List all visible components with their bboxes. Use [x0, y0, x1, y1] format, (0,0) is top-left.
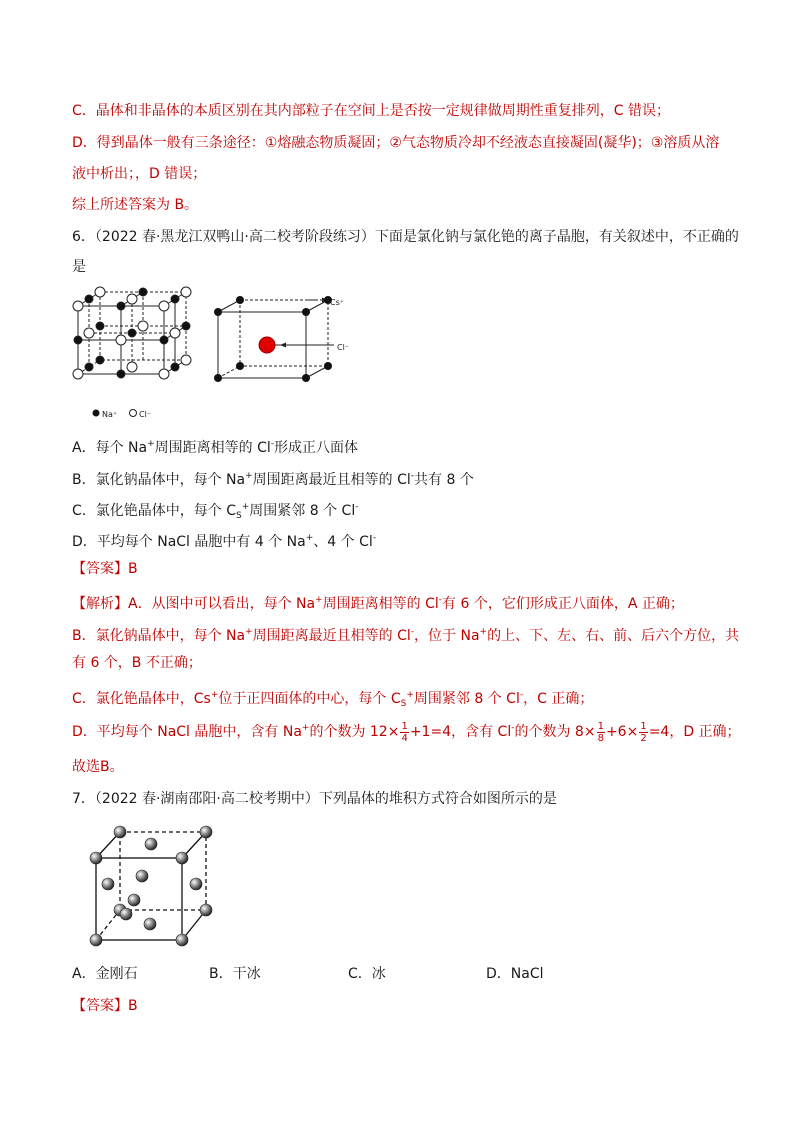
superscript-minus: -	[410, 627, 415, 637]
q6-option-d	[72, 528, 376, 552]
fraction-one-half	[639, 721, 647, 744]
answer-label: 【答案】	[72, 998, 128, 1014]
fraction-numerator: 1	[597, 720, 604, 732]
analysis-d-text5: +6×	[605, 724, 639, 740]
answer-value: B	[128, 998, 138, 1014]
prev-summary: 综上所述答案为 B。	[72, 197, 199, 213]
q7-option-b: B．干冰	[209, 966, 261, 982]
fraction-denominator: 2	[640, 732, 647, 744]
analysis-c-text2: 位于正四面体的中心，每个 C	[218, 691, 401, 707]
analysis-a-text1: A．从图中可以看出，每个 Na	[128, 596, 316, 612]
analysis-c-text1: C．氯化铯晶体中，Cs	[72, 691, 211, 707]
q6-option-c-text1: C．氯化铯晶体中，每个 C	[72, 503, 237, 519]
q6-option-a-text2: 周围距离相等的 Cl	[154, 440, 271, 456]
q6-option-c-text2: 周围紧邻 8 个 Cl	[249, 503, 356, 519]
analysis-a-text2: 周围距离相等的 Cl	[322, 596, 439, 612]
q6-option-c	[72, 497, 358, 526]
nacl-unit-cell-figure	[68, 286, 198, 396]
superscript-minus: -	[355, 502, 359, 512]
legend-na-label: Na⁺	[102, 410, 118, 419]
analysis-c-text4: ，C 正确；	[523, 691, 594, 707]
q6-conclusion: 故选B。	[72, 759, 124, 775]
q6-stem-line2: 是	[72, 259, 86, 275]
legend-cl-label: Cl⁻	[139, 410, 152, 419]
answer-label: 【答案】	[72, 561, 128, 577]
q7-option-a: A．金刚石	[72, 966, 138, 982]
superscript-plus: +	[315, 595, 323, 605]
fraction-one-quarter	[400, 721, 408, 744]
q6-analysis-d	[72, 718, 741, 744]
fraction-numerator: 1	[401, 720, 408, 732]
q6-option-a-text1: A．每个 Na	[72, 440, 148, 456]
q6-option-d-text1: D．平均每个 NaCl 晶胞中有 4 个 Na	[72, 534, 306, 550]
q6-option-b-text3: 共有 8 个	[414, 472, 474, 488]
superscript-plus: +	[245, 471, 253, 481]
superscript-plus: +	[241, 502, 250, 512]
q7-option-d: D．NaCl	[486, 966, 544, 982]
superscript-minus: -	[270, 439, 275, 449]
nacl-legend-na-marker	[91, 408, 101, 418]
superscript-plus: +	[147, 439, 155, 449]
q6-analysis-b-line1	[72, 622, 739, 646]
analysis-d-text2: 的个数为 12×	[309, 724, 400, 740]
q6-option-b	[72, 466, 474, 490]
q6-option-b-text1: B．氯化钠晶体中，每个 Na	[72, 472, 246, 488]
q7-option-c: C．冰	[348, 966, 386, 982]
superscript-minus: -	[372, 533, 376, 543]
q6-option-a	[72, 434, 358, 458]
analysis-d-text6: =4，D 正确；	[648, 724, 741, 740]
fraction-numerator: 1	[640, 720, 647, 732]
analysis-b-text3: ，位于 Na	[414, 628, 480, 644]
prev-option-c: C．晶体和非晶体的本质区别在其内部粒子在空间上是否按一定规律做周期性重复排列，C 错误；	[72, 103, 670, 119]
superscript-plus: +	[305, 533, 314, 543]
q7-answer	[72, 996, 138, 1016]
fraction-denominator: 8	[597, 732, 604, 744]
superscript-minus: -	[519, 690, 524, 700]
analysis-c-text3: 周围紧邻 8 个 Cl	[413, 691, 520, 707]
analysis-b-text2: 周围距离最近且相等的 Cl	[252, 628, 411, 644]
analysis-a-text3: 有 6 个，它们形成正八面体，A 正确；	[442, 596, 684, 612]
q6-answer	[72, 559, 138, 579]
fraction-denominator: 4	[401, 732, 408, 744]
superscript-plus: +	[210, 690, 219, 700]
cscl-label-cl: Cl⁻	[337, 343, 350, 352]
q6-stem-line1: 6．（2022 春·黑龙江双鸭山·高二校考阶段练习）下面是氯化钠与氯化铯的离子晶胞，有关叙述中，不正确的	[72, 229, 739, 245]
q6-option-a-text3: 形成正八面体	[274, 440, 359, 456]
analysis-d-text4: 的个数为 8×	[514, 724, 596, 740]
q6-analysis-a	[72, 590, 684, 614]
subscript-s: S	[400, 699, 407, 709]
superscript-minus: -	[410, 471, 415, 481]
superscript-plus: +	[301, 723, 310, 733]
answer-value: B	[128, 561, 138, 577]
analysis-d-text3: +1=4，含有 Cl	[409, 724, 512, 740]
q6-option-d-text2: 、4 个 Cl	[313, 534, 373, 550]
superscript-plus: +	[245, 627, 253, 637]
analysis-label: 【解析】	[72, 596, 128, 612]
analysis-b-text4: 的上、下、左、右、前、后六个方位，共	[487, 628, 740, 644]
q6-analysis-b-line2: 有 6 个，B 不正确；	[72, 655, 202, 671]
superscript-minus: -	[438, 595, 443, 605]
nacl-legend-cl-marker	[128, 408, 138, 418]
cscl-label-cs: Cs⁺	[330, 298, 344, 307]
prev-option-d-line2: 液中析出；，D 错误；	[72, 166, 207, 182]
superscript-minus: -	[511, 723, 515, 733]
superscript-plus: +	[406, 690, 414, 700]
q7-stem: 7．（2022 春·湖南邵阳·高二校考期中）下列晶体的堆积方式符合如图所示的是	[72, 791, 557, 807]
analysis-b-text1: B．氯化钠晶体中，每个 Na	[72, 628, 246, 644]
superscript-plus: +	[479, 627, 488, 637]
fcc-unit-cell-figure	[86, 820, 222, 950]
prev-option-d-line1: D．得到晶体一般有三条途径：①熔融态物质凝固；②气态物质冷却不经液态直接凝固(凝华)；③溶质从溶	[72, 135, 720, 151]
q6-analysis-c	[72, 685, 593, 714]
q6-option-b-text2: 周围距离最近且相等的 Cl	[252, 472, 411, 488]
fraction-one-eighth	[597, 721, 605, 744]
subscript-s: S	[236, 511, 242, 521]
analysis-d-text1: D．平均每个 NaCl 晶胞中，含有 Na	[72, 724, 302, 740]
